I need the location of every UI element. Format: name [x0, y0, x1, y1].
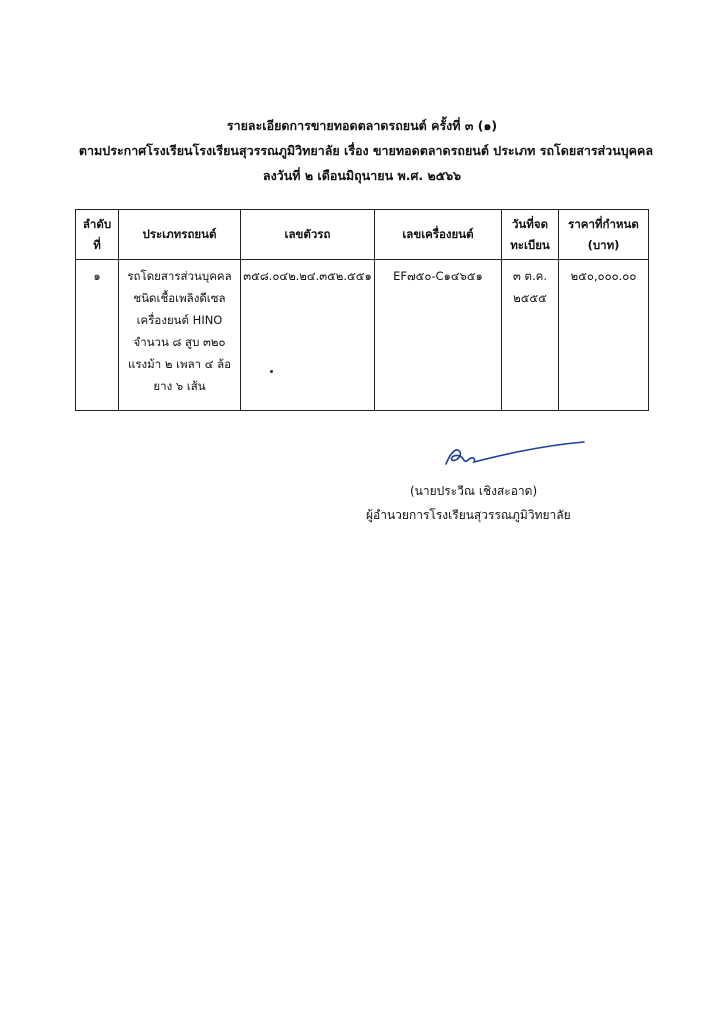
signatory-name: (นายประวีณ เชิงสะอาด): [410, 484, 538, 498]
header-type: ประเภทรถยนต์: [119, 210, 241, 260]
vehicle-type-line: จำนวน ๘ สูบ ๓๒๐: [133, 335, 226, 349]
registration-date-line1: ๓ ต.ค.: [513, 269, 547, 283]
table-header-row: [76, 210, 649, 260]
vehicle-type-line: ชนิดเชื้อเพลิงดีเซล: [133, 291, 226, 305]
header-price-line1: ราคาที่กำหนด: [568, 216, 639, 231]
ink-dot: [270, 370, 273, 373]
cell-vehicle-type: [119, 260, 241, 411]
vehicle-type-line: เครื่องยนต์ HINO: [136, 313, 223, 327]
vehicle-type-line: รถโดยสารส่วนบุคคล: [127, 269, 232, 283]
header-registration: [502, 210, 559, 260]
cell-engine-number: EF๗๕๐-C๑๔๖๕๑: [375, 260, 502, 411]
registration-date-line2: ๒๕๕๕: [513, 291, 547, 305]
header-no-line2: ที่: [93, 237, 101, 252]
header-no: [76, 210, 119, 260]
cell-chassis-number: ๓๕๘.๐๔๒.๒๔.๓๕๒.๕๕๑: [241, 260, 375, 411]
signatory-position: ผู้อำนวยการโรงเรียนสุวรรณภูมิวิทยาลัย: [366, 508, 571, 522]
document-subtitle: ตามประกาศโรงเรียนโรงเรียนสุวรรณภูมิวิทยาลัย เรื่อง ขายทอดตลาดรถยนต์ ประเภท รถโดยสารส่วนบุคคล: [78, 143, 654, 158]
document-date: ลงวันที่ ๒ เดือนมิถุนายน พ.ศ. ๒๕๖๖: [262, 168, 462, 183]
header-engine: เลขเครื่องยนต์: [375, 210, 502, 260]
table-row: [76, 260, 649, 411]
cell-no: ๑: [76, 260, 119, 411]
vehicle-table: [75, 209, 649, 411]
document-title: รายละเอียดการขายทอดตลาดรถยนต์ ครั้งที่ ๓ (๑): [226, 118, 498, 133]
header-price-line2: (บาท): [587, 237, 620, 252]
header-reg-line1: วันที่จด: [511, 216, 549, 231]
vehicle-type-line: ยาง ๖ เส้น: [153, 379, 206, 393]
header-price: [559, 210, 649, 260]
cell-price: ๒๕๐,๐๐๐.๐๐: [559, 260, 649, 411]
header-no-line1: ลำดับ: [82, 216, 112, 231]
vehicle-type-line: แรงม้า ๒ เพลา ๔ ล้อ: [127, 357, 232, 371]
header-chassis: เลขตัวรถ: [241, 210, 375, 260]
header-reg-line2: ทะเบียน: [510, 237, 550, 252]
cell-registration-date: [502, 260, 559, 411]
signature-image: [438, 436, 588, 470]
